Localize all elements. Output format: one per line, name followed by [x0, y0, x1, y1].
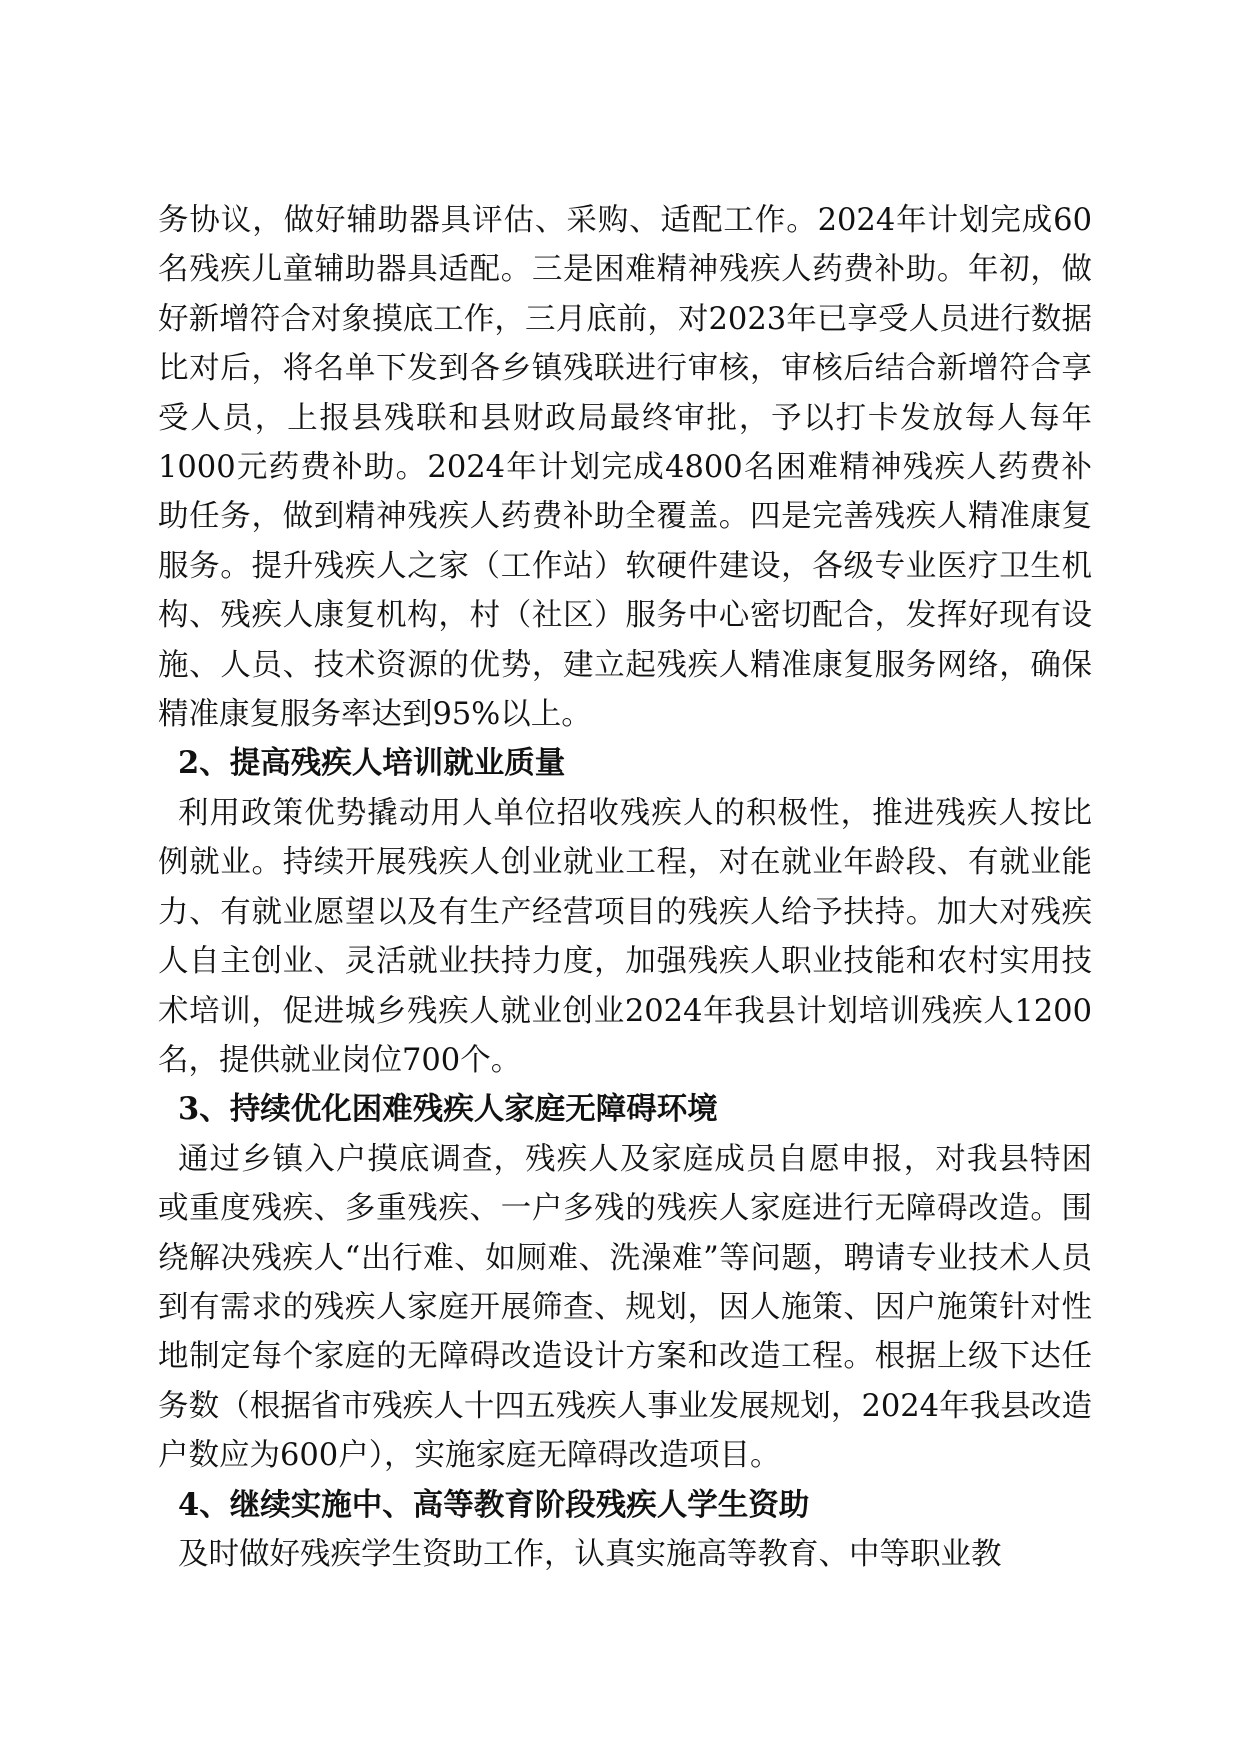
section-body-education-aid: 及时做好残疾学生资助工作，认真实施高等教育、中等职业教: [178, 1536, 1002, 1572]
document-body: [158, 196, 1092, 1579]
section-heading-accessibility: 3、持续优化困难残疾人家庭无障碍环境: [178, 1091, 718, 1128]
section-heading-employment: 2、提高残疾人培训就业质量: [178, 745, 566, 782]
section-body-accessibility: 通过乡镇入户摸底调查，残疾人及家庭成员自愿申报，对我县特困或重度残疾、多重残疾、一户多残的残疾人家庭进行无障碍改造。围绕解决残疾人“出行难、如厕难、洗澡难”等问题，聘请专业技术人员到有需求的残疾人家庭开展筛查、规划，因人施策、因户施策针对性地制定每个家庭的无障碍改造设计方案和改造工程。根据上级下达任务数（根据省市残疾人十四五残疾人事业发展规划，2024年我县改造户数应为600户），实施家庭无障碍改造项目。: [158, 1141, 1092, 1474]
continued-paragraph: 务协议，做好辅助器具评估、采购、适配工作。2024年计划完成60名残疾儿童辅助器具适配。三是困难精神残疾人药费补助。年初，做好新增符合对象摸底工作，三月底前，对2023年已享受人员进行数据比对后，将名单下发到各乡镇残联进行审核，审核后结合新增符合享受人员，上报县残联和县财政局最终审批，予以打卡发放每人每年1000元药费补助。2024年计划完成4800名困难精神残疾人药费补助任务，做到精神残疾人药费补助全覆盖。四是完善残疾人精准康复服务。提升残疾人之家（工作站）软硬件建设，各级专业医疗卫生机构、残疾人康复机构，村（社区）服务中心密切配合，发挥好现有设施、人员、技术资源的优势，建立起残疾人精准康复服务网络，确保精准康复服务率达到95%以上。: [158, 203, 1092, 733]
section-heading-education-aid: 4、继续实施中、高等教育阶段残疾人学生资助: [178, 1486, 810, 1523]
section-body-employment: 利用政策优势撬动用人单位招收残疾人的积极性，推进残疾人按比例就业。持续开展残疾人创业就业工程，对在就业年龄段、有就业能力、有就业愿望以及有生产经营项目的残疾人给予扶持。加大对残疾人自主创业、灵活就业扶持力度，加强残疾人职业技能和农村实用技术培训，促进城乡残疾人就业创业2024年我县计划培训残疾人1200名，提供就业岗位700个。: [158, 795, 1092, 1078]
